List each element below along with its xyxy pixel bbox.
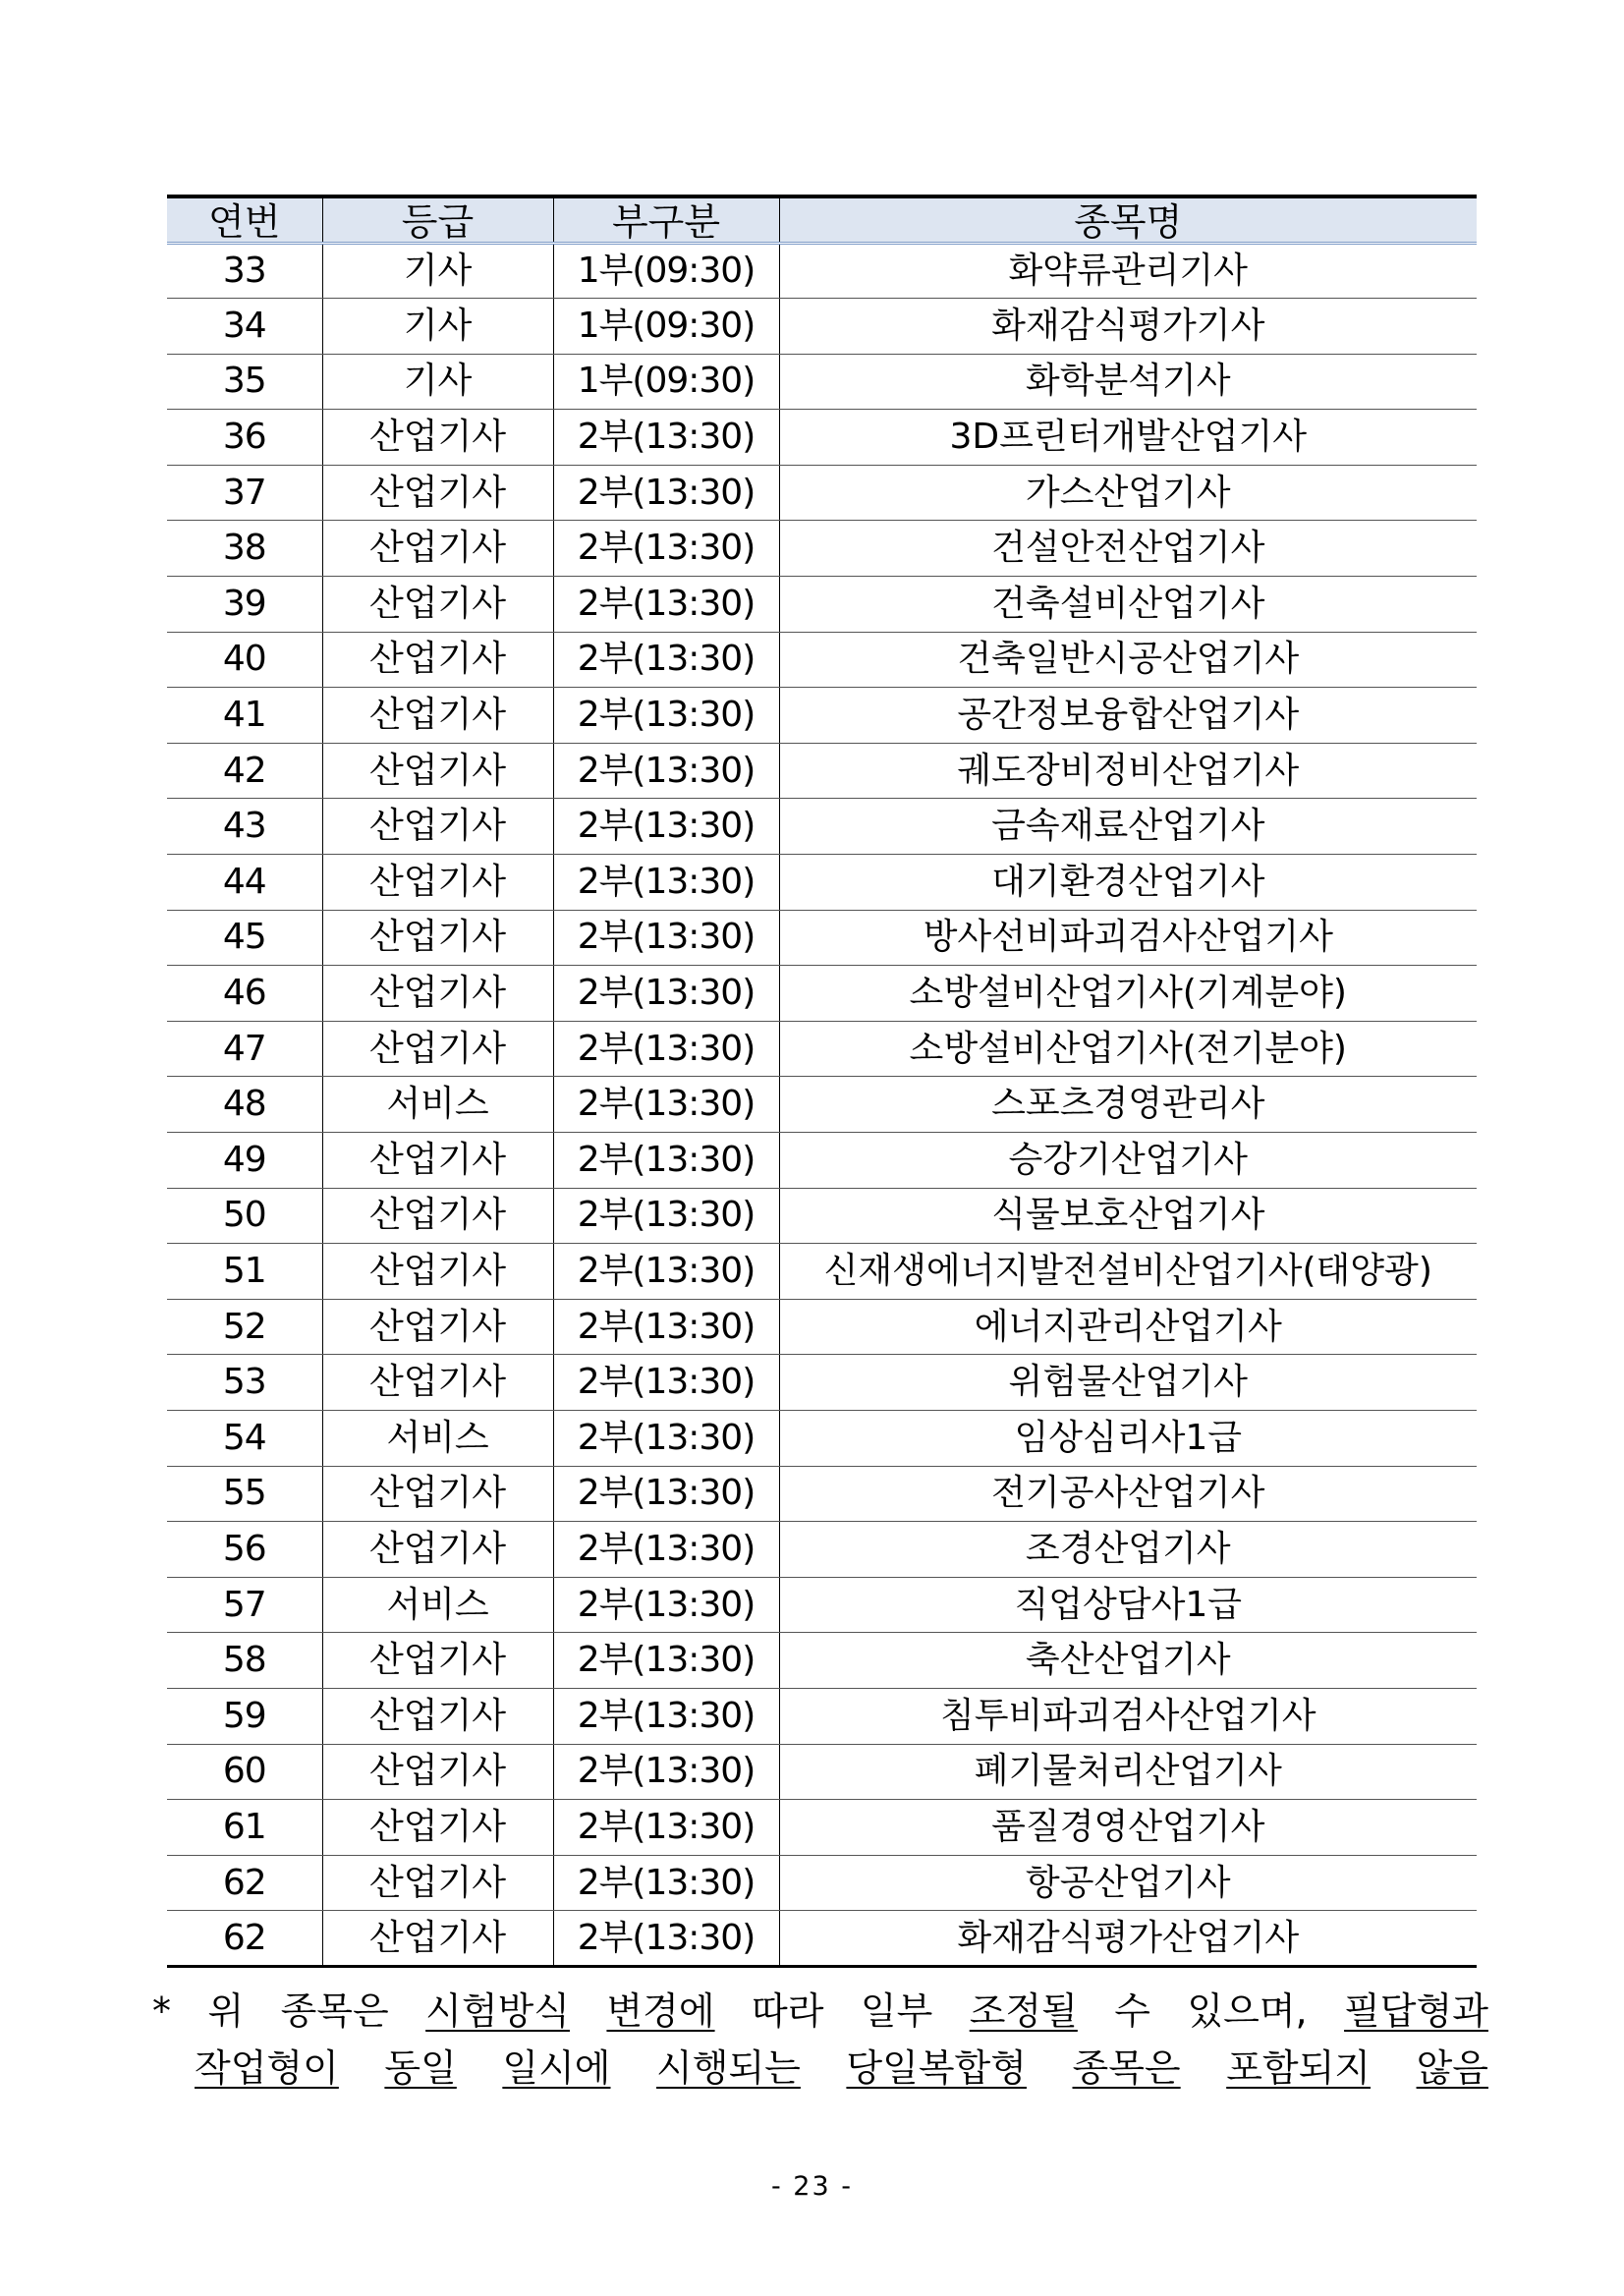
- footnote: [152, 1983, 1488, 2097]
- serial-number-cell: 37: [167, 465, 322, 521]
- table-row: [167, 465, 1477, 521]
- subject-name-cell: 위험물산업기사: [779, 1355, 1477, 1411]
- footnote-line-1: [152, 1983, 1488, 2040]
- grade-cell: 산업기사: [322, 410, 553, 466]
- grade-cell: 산업기사: [322, 1688, 553, 1744]
- session-cell: 2부(13:30): [553, 1188, 779, 1244]
- table-row: [167, 1633, 1477, 1689]
- table-row: [167, 966, 1477, 1022]
- footnote-word: 수: [1114, 1989, 1150, 2033]
- serial-number-cell: 59: [167, 1688, 322, 1744]
- grade-cell: 산업기사: [322, 1133, 553, 1189]
- session-cell: 2부(13:30): [553, 1021, 779, 1077]
- subject-name-cell: 공간정보융합산업기사: [779, 688, 1477, 744]
- grade-cell: 서비스: [322, 1077, 553, 1133]
- table-row: [167, 577, 1477, 633]
- session-cell: 1부(09:30): [553, 354, 779, 410]
- table-row: [167, 1133, 1477, 1189]
- subject-name-cell: 방사선비파괴검사산업기사: [779, 910, 1477, 966]
- session-cell: 2부(13:30): [553, 1688, 779, 1744]
- grade-cell: 기사: [322, 299, 553, 355]
- table-row: [167, 1299, 1477, 1355]
- subject-name-cell: 건축일반시공산업기사: [779, 632, 1477, 688]
- subject-name-cell: 승강기산업기사: [779, 1133, 1477, 1189]
- session-cell: 1부(09:30): [553, 243, 779, 299]
- subject-name-cell: 화학분석기사: [779, 354, 1477, 410]
- serial-number-cell: 54: [167, 1410, 322, 1466]
- grade-cell: 산업기사: [322, 1244, 553, 1300]
- serial-number-cell: 58: [167, 1633, 322, 1689]
- grade-cell: 산업기사: [322, 1299, 553, 1355]
- table-row: [167, 1911, 1477, 1967]
- serial-number-cell: 57: [167, 1577, 322, 1633]
- grade-cell: 서비스: [322, 1410, 553, 1466]
- header-grade: 등급: [322, 196, 553, 243]
- grade-cell: 산업기사: [322, 1188, 553, 1244]
- session-cell: 2부(13:30): [553, 1522, 779, 1578]
- serial-number-cell: 48: [167, 1077, 322, 1133]
- serial-number-cell: 56: [167, 1522, 322, 1578]
- serial-number-cell: 38: [167, 521, 322, 577]
- subject-name-cell: 화재감식평가기사: [779, 299, 1477, 355]
- subject-name-cell: 품질경영산업기사: [779, 1800, 1477, 1856]
- subject-name-cell: 궤도장비정비산업기사: [779, 743, 1477, 799]
- table-header: [167, 196, 1477, 243]
- session-cell: 1부(09:30): [553, 299, 779, 355]
- table-row: [167, 410, 1477, 466]
- serial-number-cell: 62: [167, 1855, 322, 1911]
- table-row: [167, 1410, 1477, 1466]
- subject-name-cell: 3D프린터개발산업기사: [779, 410, 1477, 466]
- session-cell: 2부(13:30): [553, 410, 779, 466]
- subject-name-cell: 폐기물처리산업기사: [779, 1744, 1477, 1800]
- grade-cell: 산업기사: [322, 1633, 553, 1689]
- session-cell: 2부(13:30): [553, 1466, 779, 1522]
- serial-number-cell: 41: [167, 688, 322, 744]
- subject-name-cell: 스포츠경영관리사: [779, 1077, 1477, 1133]
- serial-number-cell: 33: [167, 243, 322, 299]
- subject-name-cell: 화약류관리기사: [779, 243, 1477, 299]
- serial-number-cell: 40: [167, 632, 322, 688]
- session-cell: 2부(13:30): [553, 632, 779, 688]
- grade-cell: 산업기사: [322, 521, 553, 577]
- subject-name-cell: 금속재료산업기사: [779, 799, 1477, 855]
- session-cell: 2부(13:30): [553, 465, 779, 521]
- serial-number-cell: 47: [167, 1021, 322, 1077]
- footnote-word: 당일복합형: [846, 2046, 1027, 2090]
- serial-number-cell: 44: [167, 855, 322, 911]
- session-cell: 2부(13:30): [553, 1133, 779, 1189]
- table-row: [167, 521, 1477, 577]
- grade-cell: 산업기사: [322, 1522, 553, 1578]
- table-body: [167, 243, 1477, 1966]
- subject-name-cell: 화재감식평가산업기사: [779, 1911, 1477, 1967]
- grade-cell: 산업기사: [322, 1800, 553, 1856]
- table-row: [167, 799, 1477, 855]
- footnote-word: 않음: [1416, 2046, 1488, 2090]
- subject-name-cell: 소방설비산업기사(기계분야): [779, 966, 1477, 1022]
- serial-number-cell: 46: [167, 966, 322, 1022]
- subject-name-cell: 식물보호산업기사: [779, 1188, 1477, 1244]
- exam-schedule-table: [167, 195, 1477, 1968]
- table-row: [167, 910, 1477, 966]
- footnote-word: 시험방식: [425, 1989, 570, 2033]
- session-cell: 2부(13:30): [553, 1077, 779, 1133]
- subject-name-cell: 직업상담사1급: [779, 1577, 1477, 1633]
- footnote-word: 시행되는: [656, 2046, 801, 2090]
- grade-cell: 산업기사: [322, 632, 553, 688]
- subject-name-cell: 소방설비산업기사(전기분야): [779, 1021, 1477, 1077]
- session-cell: 2부(13:30): [553, 521, 779, 577]
- serial-number-cell: 50: [167, 1188, 322, 1244]
- grade-cell: 산업기사: [322, 910, 553, 966]
- table-row: [167, 1577, 1477, 1633]
- serial-number-cell: 53: [167, 1355, 322, 1411]
- grade-cell: 산업기사: [322, 1021, 553, 1077]
- grade-cell: 산업기사: [322, 1466, 553, 1522]
- table-row: [167, 855, 1477, 911]
- table-row: [167, 1244, 1477, 1300]
- footnote-word: *: [152, 1989, 171, 2033]
- header-serial-number: 연번: [167, 196, 322, 243]
- grade-cell: 기사: [322, 243, 553, 299]
- table-row: [167, 1466, 1477, 1522]
- footnote-word: 일시에: [502, 2046, 611, 2090]
- footnote-word: 종목은: [1072, 2046, 1181, 2090]
- subject-name-cell: 항공산업기사: [779, 1855, 1477, 1911]
- table-header-row: [167, 196, 1477, 243]
- serial-number-cell: 49: [167, 1133, 322, 1189]
- footnote-word: 조정될: [969, 1989, 1078, 2033]
- page-number: - 23 -: [770, 2171, 853, 2202]
- subject-name-cell: 가스산업기사: [779, 465, 1477, 521]
- session-cell: 2부(13:30): [553, 1577, 779, 1633]
- serial-number-cell: 52: [167, 1299, 322, 1355]
- footnote-line-2: [152, 2040, 1488, 2097]
- subject-name-cell: 에너지관리산업기사: [779, 1299, 1477, 1355]
- session-cell: 2부(13:30): [553, 799, 779, 855]
- footnote-word: 위: [207, 1989, 245, 2033]
- serial-number-cell: 45: [167, 910, 322, 966]
- grade-cell: 산업기사: [322, 743, 553, 799]
- serial-number-cell: 62: [167, 1911, 322, 1967]
- serial-number-cell: 36: [167, 410, 322, 466]
- footnote-word: 변경에: [606, 1989, 715, 2033]
- subject-name-cell: 축산산업기사: [779, 1633, 1477, 1689]
- table-row: [167, 1077, 1477, 1133]
- serial-number-cell: 35: [167, 354, 322, 410]
- subject-name-cell: 임상심리사1급: [779, 1410, 1477, 1466]
- serial-number-cell: 42: [167, 743, 322, 799]
- session-cell: 2부(13:30): [553, 910, 779, 966]
- table-row: [167, 243, 1477, 299]
- session-cell: 2부(13:30): [553, 577, 779, 633]
- footnote-word: 따라: [752, 1989, 824, 2033]
- table-row: [167, 1744, 1477, 1800]
- serial-number-cell: 55: [167, 1466, 322, 1522]
- footnote-word: 동일: [384, 2046, 457, 2090]
- session-cell: 2부(13:30): [553, 1855, 779, 1911]
- table-row: [167, 1688, 1477, 1744]
- subject-name-cell: 건설안전산업기사: [779, 521, 1477, 577]
- serial-number-cell: 43: [167, 799, 322, 855]
- table-row: [167, 299, 1477, 355]
- grade-cell: 산업기사: [322, 855, 553, 911]
- serial-number-cell: 39: [167, 577, 322, 633]
- session-cell: 2부(13:30): [553, 1744, 779, 1800]
- grade-cell: 산업기사: [322, 1855, 553, 1911]
- table-row: [167, 1800, 1477, 1856]
- grade-cell: 서비스: [322, 1577, 553, 1633]
- subject-name-cell: 신재생에너지발전설비산업기사(태양광): [779, 1244, 1477, 1300]
- grade-cell: 산업기사: [322, 1355, 553, 1411]
- subject-name-cell: 건축설비산업기사: [779, 577, 1477, 633]
- table-row: [167, 632, 1477, 688]
- header-subject-name: 종목명: [779, 196, 1477, 243]
- footnote-word: 작업형이: [195, 2046, 339, 2090]
- table-row: [167, 743, 1477, 799]
- grade-cell: 산업기사: [322, 465, 553, 521]
- grade-cell: 기사: [322, 354, 553, 410]
- session-cell: 2부(13:30): [553, 1299, 779, 1355]
- session-cell: 2부(13:30): [553, 855, 779, 911]
- session-cell: 2부(13:30): [553, 1633, 779, 1689]
- session-cell: 2부(13:30): [553, 966, 779, 1022]
- footnote-word: 종목은: [280, 1989, 389, 2033]
- subject-name-cell: 침투비파괴검사산업기사: [779, 1688, 1477, 1744]
- session-cell: 2부(13:30): [553, 1410, 779, 1466]
- subject-name-cell: 전기공사산업기사: [779, 1466, 1477, 1522]
- session-cell: 2부(13:30): [553, 1244, 779, 1300]
- footnote-word: 필답형과: [1344, 1989, 1488, 2033]
- grade-cell: 산업기사: [322, 966, 553, 1022]
- grade-cell: 산업기사: [322, 1911, 553, 1967]
- grade-cell: 산업기사: [322, 799, 553, 855]
- footnote-word: 포함되지: [1226, 2046, 1372, 2090]
- subject-name-cell: 조경산업기사: [779, 1522, 1477, 1578]
- footnote-word: 있으며,: [1187, 1989, 1308, 2033]
- grade-cell: 산업기사: [322, 577, 553, 633]
- session-cell: 2부(13:30): [553, 688, 779, 744]
- grade-cell: 산업기사: [322, 688, 553, 744]
- table-row: [167, 688, 1477, 744]
- table-row: [167, 1021, 1477, 1077]
- header-session: 부구분: [553, 196, 779, 243]
- session-cell: 2부(13:30): [553, 1355, 779, 1411]
- table-row: [167, 354, 1477, 410]
- serial-number-cell: 61: [167, 1800, 322, 1856]
- serial-number-cell: 60: [167, 1744, 322, 1800]
- table-row: [167, 1522, 1477, 1578]
- session-cell: 2부(13:30): [553, 1800, 779, 1856]
- table-row: [167, 1855, 1477, 1911]
- session-cell: 2부(13:30): [553, 743, 779, 799]
- session-cell: 2부(13:30): [553, 1911, 779, 1967]
- table-row: [167, 1188, 1477, 1244]
- footnote-word: 일부: [860, 1989, 933, 2033]
- subject-name-cell: 대기환경산업기사: [779, 855, 1477, 911]
- serial-number-cell: 51: [167, 1244, 322, 1300]
- serial-number-cell: 34: [167, 299, 322, 355]
- grade-cell: 산업기사: [322, 1744, 553, 1800]
- table-row: [167, 1355, 1477, 1411]
